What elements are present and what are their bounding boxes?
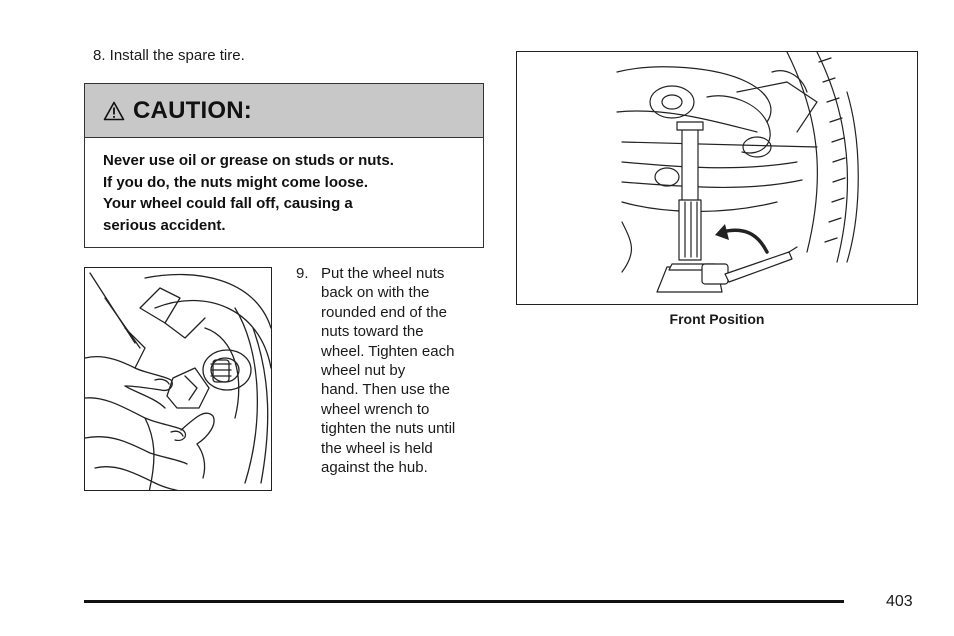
- step-9-line: nuts toward the: [321, 323, 424, 341]
- caution-header: [85, 84, 483, 138]
- footer-rule: [84, 600, 844, 603]
- caution-line: If you do, the nuts might come loose.: [103, 173, 369, 191]
- caution-body: [85, 138, 445, 248]
- caution-title: CAUTION:: [133, 96, 252, 124]
- caution-box: [84, 83, 484, 248]
- step-9-number: 9.: [296, 265, 309, 282]
- step-9-line: the wheel is held: [321, 439, 433, 457]
- step-9-line: hand. Then use the: [321, 381, 450, 399]
- step-9-line: rounded end of the: [321, 303, 447, 321]
- caution-line: Never use oil or grease on studs or nuts.: [103, 152, 394, 169]
- jack-figure-caption: Front Position: [669, 311, 765, 327]
- step-9-line: wheel wrench to: [321, 400, 430, 418]
- warning-triangle-icon: [103, 101, 125, 121]
- hand-wheel-nut-illustration: [84, 267, 272, 491]
- jack-front-position-illustration: [516, 51, 918, 305]
- step-9-line: wheel. Tighten each: [321, 342, 455, 360]
- step-9-text: [321, 264, 491, 477]
- caution-line: Your wheel could fall off, causing a: [103, 195, 353, 212]
- step-9-line: back on with the: [321, 284, 430, 302]
- page-number: 403: [886, 593, 913, 610]
- step-9-line: Put the wheel nuts: [321, 265, 445, 282]
- step-9-line: tighten the nuts until: [321, 420, 456, 438]
- step-8-text: 8. Install the spare tire.: [93, 47, 245, 64]
- step-9-line: against the hub.: [321, 459, 428, 477]
- step-9-line: wheel nut by: [321, 362, 406, 380]
- caution-line: serious accident.: [103, 216, 226, 234]
